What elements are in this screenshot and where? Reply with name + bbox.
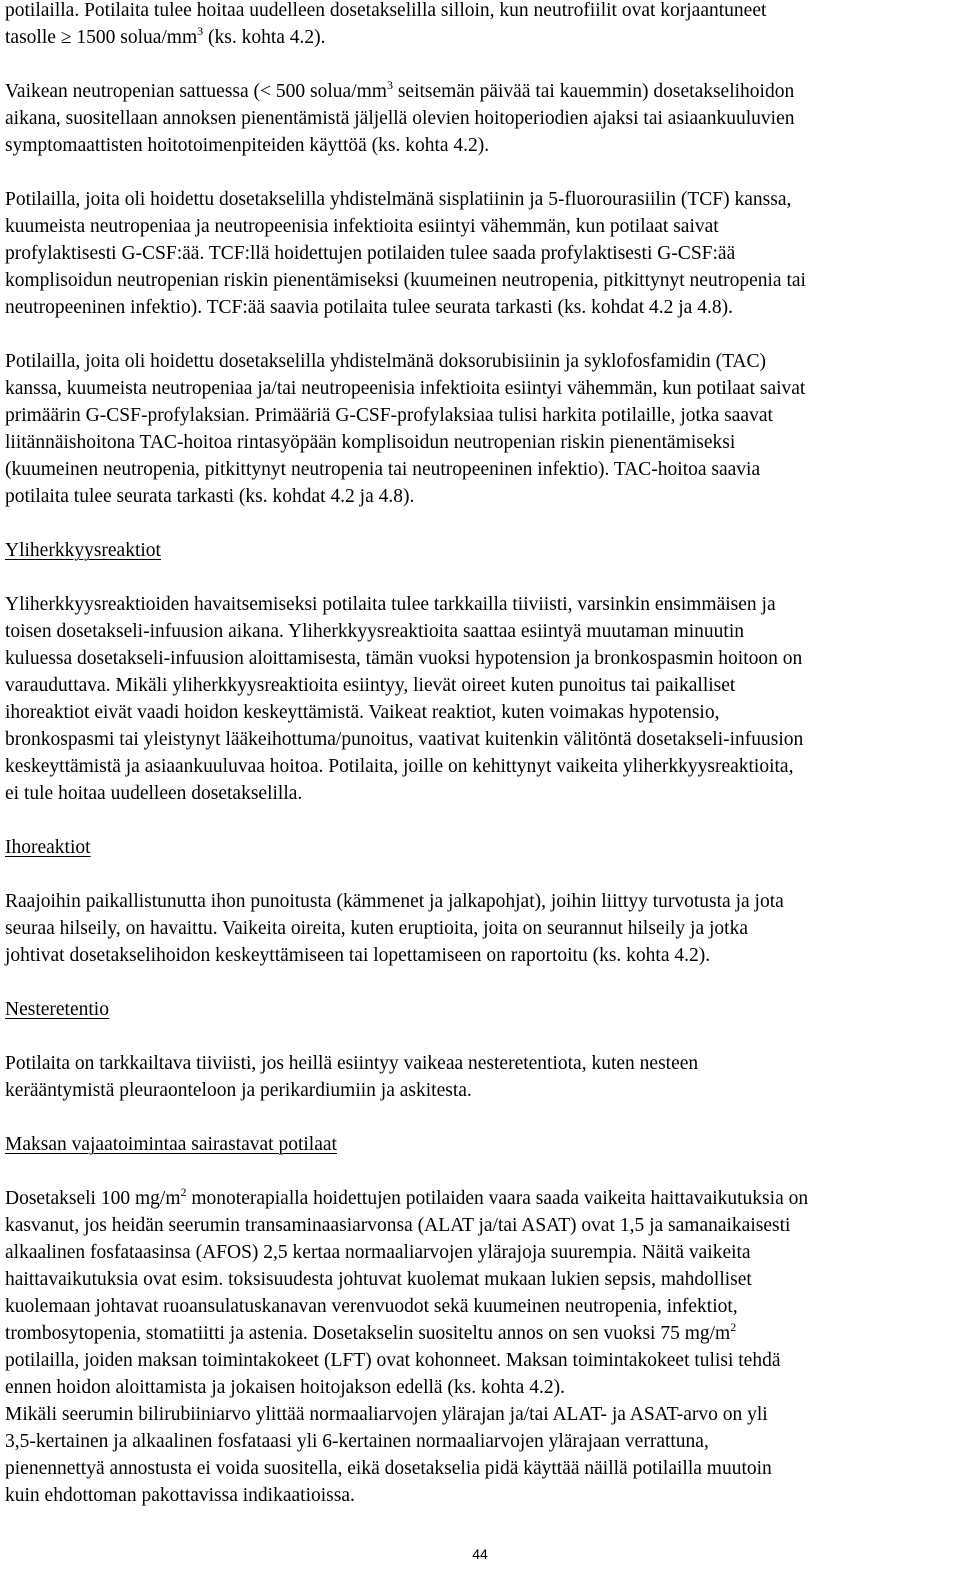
text-line: trombosytopenia, stomatiitti ja astenia. Dosetakselin suositeltu annos on sen vuoksi 75 mg/m bbox=[5, 1323, 731, 1344]
text-line: profylaktisesti G-CSF:ää. TCF:llä hoidettujen potilaiden tulee saada profylaktisesti G-CSF:ää bbox=[5, 243, 736, 264]
text-line: varauduttava. Mikäli yliherkkyysreaktioita esiintyy, lievät oireet kuten punoitus tai paikalliset bbox=[5, 675, 736, 696]
paragraph-severe-neutropenia bbox=[5, 78, 955, 159]
text-line: symptomaattisten hoitotoimenpiteiden käyttöä (ks. kohta 4.2). bbox=[5, 135, 490, 156]
text-line: seuraa hilseily, on havaittu. Vaikeita oireita, kuten eruptioita, joita on seurannut hilseily ja jotka bbox=[5, 918, 748, 939]
text-line: kasvanut, jos heidän seerumin transaminaasiarvonsa (ALAT ja/tai ASAT) ovat 1,5 ja samanaikaisesti bbox=[5, 1215, 791, 1236]
text-line: Potilailla, joita oli hoidettu dosetakselilla yhdistelmänä sisplatiinin ja 5-fluorourasiilin (TCF) kanssa, bbox=[5, 189, 792, 210]
text-line: potilaita tulee seurata tarkasti (ks. kohdat 4.2 ja 4.8). bbox=[5, 486, 415, 507]
text-line: ei tule hoitaa uudelleen dosetakselilla. bbox=[5, 783, 303, 804]
superscript: 2 bbox=[180, 1185, 187, 1199]
paragraph-intro-continuation bbox=[5, 0, 955, 51]
text-line: kerääntymistä pleuraonteloon ja perikardiumiin ja askitesta. bbox=[5, 1080, 472, 1101]
paragraph-fluid-retention bbox=[5, 1050, 955, 1104]
text-line: tasolle ≥ 1500 solua/mm bbox=[5, 27, 198, 48]
text-line: kanssa, kuumeista neutropeniaa ja/tai neutropeenisia infektioita esiintyi vähemmän, kun potilaat saivat bbox=[5, 378, 806, 399]
text-line: seitsemän päivää tai kauemmin) dosetakselihoidon bbox=[392, 81, 795, 102]
document-page bbox=[5, 0, 955, 1509]
paragraph-skin-reactions bbox=[5, 888, 955, 969]
text-line: alkaalinen fosfataasinsa (AFOS) 2,5 kertaa normaaliarvojen ylärajoja suurempia. Näitä vaikeita bbox=[5, 1242, 751, 1263]
heading-hepatic-impairment: Maksan vajaatoimintaa sairastavat potilaat bbox=[5, 1134, 337, 1155]
text-line: primäärin G-CSF-profylaksian. Primääriä G-CSF-profylaksiaa tulisi harkita potilaille, jotka saavat bbox=[5, 405, 773, 426]
superscript: 3 bbox=[386, 78, 393, 92]
text-line: Mikäli seerumin bilirubiiniarvo ylittää normaaliarvojen ylärajan ja/tai ALAT- ja ASAT-arvo on yli bbox=[5, 1404, 768, 1425]
paragraph-tcf bbox=[5, 186, 955, 321]
text-line: haittavaikutuksia ovat esim. toksisuudesta johtuvat kuolemat mukaan lukien sepsis, mahdolliset bbox=[5, 1269, 752, 1290]
paragraph-hypersensitivity bbox=[5, 591, 955, 807]
paragraph-hepatic-impairment bbox=[5, 1185, 955, 1401]
text-line: Dosetakseli 100 mg/m bbox=[5, 1188, 181, 1209]
text-line: kuluessa dosetakseli-infuusion aloittamisesta, tämän vuoksi hypotension ja bronkospasmin hoitoon on bbox=[5, 648, 803, 669]
text-line: ihoreaktiot eivät vaadi hoidon keskeyttämistä. Vaikeat reaktiot, kuten voimakas hypotensio, bbox=[5, 702, 720, 723]
paragraph-tac bbox=[5, 348, 955, 510]
text-line: pienennettyä annostusta ei voida suositella, eikä dosetakselia pidä käyttää näillä potilailla muutoin bbox=[5, 1458, 772, 1479]
page-number: 44 bbox=[472, 1546, 488, 1562]
text-line: (ks. kohta 4.2). bbox=[203, 27, 326, 48]
superscript: 2 bbox=[730, 1320, 737, 1334]
text-line: Potilaita on tarkkailtava tiiviisti, jos heillä esiintyy vaikeaa nesteretentiota, kuten nesteen bbox=[5, 1053, 699, 1074]
text-line: keskeyttämistä ja asiaankuuluvaa hoitoa. Potilaita, joille on kehittynyt vaikeita yliherkkyysreaktioita, bbox=[5, 756, 794, 777]
paragraph-bilirubin bbox=[5, 1401, 955, 1509]
superscript: 3 bbox=[197, 24, 204, 38]
text-line: kuumeista neutropeniaa ja neutropeenisia infektioita esiintyi vähemmän, kun potilaat saivat bbox=[5, 216, 719, 237]
text-line: komplisoidun neutropenian riskin pienentämiseksi (kuumeinen neutropenia, pitkittynyt neutropenia tai bbox=[5, 270, 806, 291]
text-line: 3,5-kertainen ja alkaalinen fosfataasi yli 6-kertainen normaaliarvojen ylärajaan verrattuna, bbox=[5, 1431, 709, 1452]
text-line: kuolemaan johtavat ruoansulatuskanavan verenvuodot sekä kuumeinen neutropenia, infektiot, bbox=[5, 1296, 738, 1317]
text-line: toisen dosetakseli-infuusion aikana. Yliherkkyysreaktioita saattaa esiintyä muutaman minuutin bbox=[5, 621, 745, 642]
text-line: ennen hoidon aloittamista ja jokaisen hoitojakson edellä (ks. kohta 4.2). bbox=[5, 1377, 565, 1398]
heading-skin-reactions: Ihoreaktiot bbox=[5, 837, 91, 858]
text-line: aikana, suositellaan annoksen pienentämistä jäljellä olevien hoitoperiodien ajaksi tai asiaankuuluvien bbox=[5, 108, 795, 129]
text-line: potilailla. Potilaita tulee hoitaa uudelleen dosetakselilla silloin, kun neutrofiilit ovat korjaantuneet bbox=[5, 0, 767, 21]
text-line: Potilailla, joita oli hoidettu dosetakselilla yhdistelmänä doksorubisiinin ja syklofosfamidin (TAC) bbox=[5, 351, 767, 372]
text-line: Vaikean neutropenian sattuessa (< 500 solua/mm bbox=[5, 81, 387, 102]
text-line: johtivat dosetakselihoidon keskeyttämiseen tai lopettamiseen on raportoitu (ks. kohta 4.2). bbox=[5, 945, 711, 966]
heading-fluid-retention: Nesteretentio bbox=[5, 999, 109, 1020]
text-line: potilailla, joiden maksan toimintakokeet (LFT) ovat kohonneet. Maksan toimintakokeet tulisi tehdä bbox=[5, 1350, 781, 1371]
text-line: Raajoihin paikallistunutta ihon punoitusta (kämmenet ja jalkapohjat), joihin liittyy turvotusta ja jota bbox=[5, 891, 784, 912]
text-line: Yliherkkyysreaktioiden havaitsemiseksi potilaita tulee tarkkailla tiiviisti, varsinkin ensimmäisen ja bbox=[5, 594, 776, 615]
text-line: (kuumeinen neutropenia, pitkittynyt neutropenia tai neutropeeninen infektio). TAC-hoitoa saavia bbox=[5, 459, 761, 480]
heading-hypersensitivity: Yliherkkyysreaktiot bbox=[5, 540, 161, 561]
text-line: monoterapialla hoidettujen potilaiden vaara saada vaikeita haittavaikutuksia on bbox=[186, 1188, 809, 1209]
text-line: bronkospasmi tai yleistynyt lääkeihottuma/punoitus, vaativat kuitenkin välitöntä dosetakseli-infuusion bbox=[5, 729, 804, 750]
text-line: neutropeeninen infektio). TCF:ää saavia potilaita tulee seurata tarkasti (ks. kohdat 4.2 ja 4.8). bbox=[5, 297, 733, 318]
text-line: liitännäishoitona TAC-hoitoa rintasyöpään komplisoidun neutropenian riskin pienentämiseksi bbox=[5, 432, 736, 453]
text-line: kuin ehdottoman pakottavissa indikaatioissa. bbox=[5, 1485, 355, 1506]
